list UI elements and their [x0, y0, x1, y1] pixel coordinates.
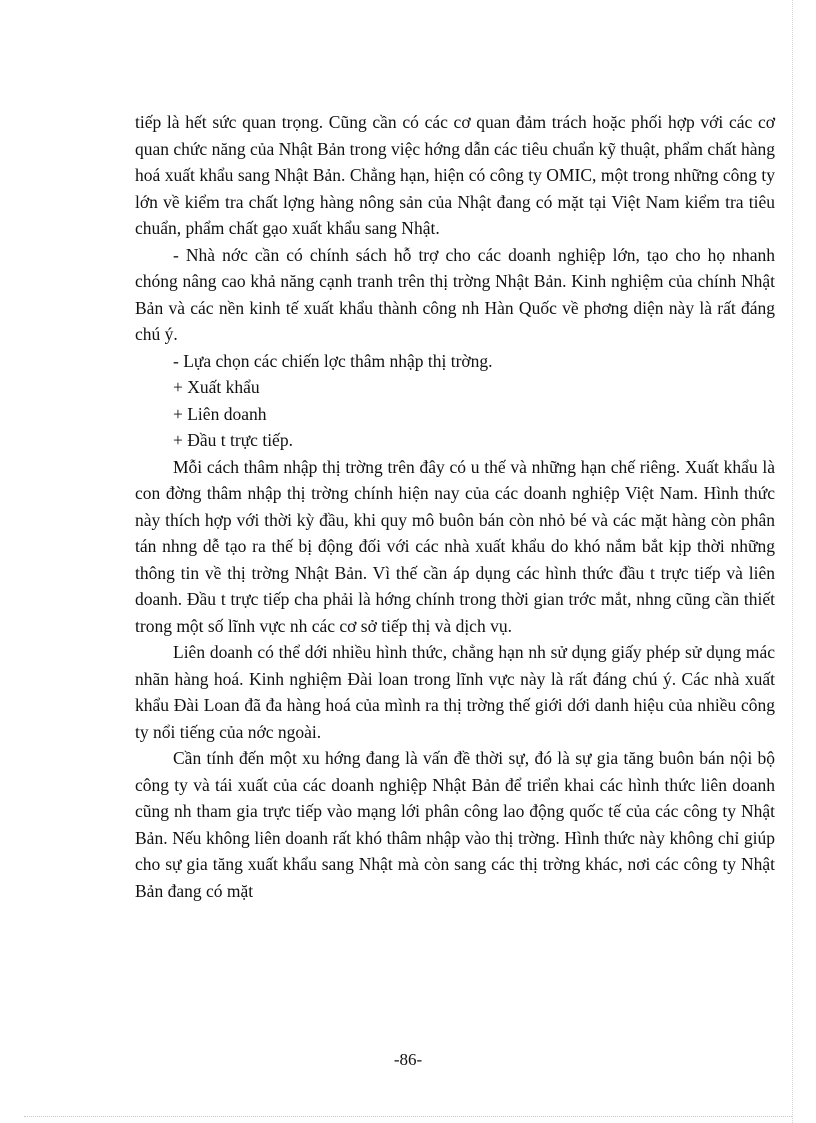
bottom-dotted-border — [24, 1116, 792, 1117]
list-item-export: + Xuất khẩu — [173, 377, 260, 397]
list-item-direct-investment: + Đầu t trực tiếp. — [173, 430, 293, 450]
paragraph-7: Mỗi cách thâm nhập thị trờng trên đây có u thế và những hạn chế riêng. Xuất khẩu là con đờng thâm nhập thị trờng chính hiện nay của các doanh nghiệp Việt Nam. Hình thức này thích hợp với thời kỳ đầu, khi quy mô buôn bán còn nhỏ bé và các mặt hàng còn phân tán nhng dễ tạo ra thế bị động đối với các nhà xuất khẩu do khó nắm bắt kịp thời những thông tin về thị trờng Nhật Bản. Vì thế cần áp dụng các hình thức đầu t trực tiếp và liên doanh. Đầu t trực tiếp cha phải là hớng chính trong thời gian trớc mắt, nhng cũng cần thiết trong một số lĩnh vực nh các cơ sở tiếp thị và dịch vụ. — [135, 456, 775, 636]
paragraph-1: tiếp là hết sức quan trọng. Cũng cần có các cơ quan đảm trách hoặc phối hợp với các cơ quan chức năng của Nhật Bản trong việc hớng dẫn các tiêu chuẩn kỹ thuật, phẩm chất hàng hoá xuất khẩu sang Nhật Bản. Chẳng hạn, hiện có công ty OMIC, một trong những công ty lớn về kiểm tra chất lợng hàng nông sản của Nhật đang có mặt tại Việt Nam kiểm tra tiêu chuẩn, phẩm chất gạo xuất khẩu sang Nhật. — [135, 112, 775, 238]
right-dotted-border — [792, 0, 793, 1123]
page-number: -86- — [393, 1050, 423, 1069]
body-text — [135, 109, 775, 904]
paragraph-8: Liên doanh có thể dới nhiều hình thức, chẳng hạn nh sử dụng giấy phép sử dụng mác nhãn hàng hoá. Kinh nghiệm Đài loan trong lĩnh vực này là rất đáng chú ý. Các nhà xuất khẩu Đài Loan đã đa hàng hoá của mình ra thị trờng thế giới dới danh hiệu của nhiều công ty nổi tiếng của nớc ngoài. — [135, 642, 775, 742]
paragraph-2: - Nhà nớc cần có chính sách hỗ trợ cho các doanh nghiệp lớn, tạo cho họ nhanh chóng nâng cao khả năng cạnh tranh trên thị trờng Nhật Bản. Kinh nghiệm của chính Nhật Bản và các nền kinh tế xuất khẩu thành công nh Hàn Quốc về phơng diện này là rất đáng chú ý. — [135, 244, 775, 344]
paragraph-9: Cần tính đến một xu hớng đang là vấn đề thời sự, đó là sự gia tăng buôn bán nội bộ công ty và tái xuất của các doanh nghiệp Nhật Bản để triển khai các hình thức liên doanh cũng nh tham gia trực tiếp vào mạng lới phân công lao động quốc tế của các công ty Nhật Bản. Nếu không liên doanh rất khó thâm nhập vào thị trờng. Hình thức này không chỉ giúp cho sự gia tăng xuất khẩu sang Nhật mà còn sang các thị trờng khác, nơi các công ty Nhật Bản đang có mặt — [135, 748, 775, 901]
paragraph-3: - Lựa chọn các chiến lợc thâm nhập thị trờng. — [173, 350, 493, 371]
list-item-joint-venture: + Liên doanh — [173, 403, 267, 424]
